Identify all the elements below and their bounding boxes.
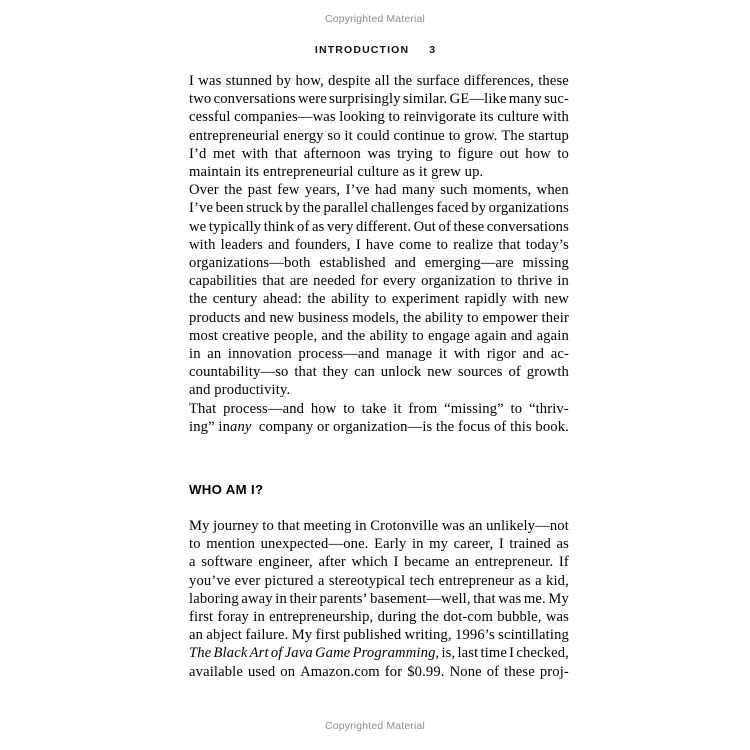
- text-line: first foray in entrepreneurship, during the dot-com bubble, was: [189, 609, 569, 626]
- text-line: with leaders and founders, I have come to realize that today’s: [189, 236, 569, 253]
- text-line: available used on Amazon.com for $0.99. None of these proj-: [189, 663, 569, 680]
- text-line: to mention unexpected—one. Early in my career, I trained as: [189, 536, 569, 553]
- text-line: I was stunned by how, despite all the surface differences, these: [189, 73, 569, 89]
- text-line: I’ve been struck by the parallel challenges faced by organizations: [189, 200, 569, 217]
- paragraph-4: [189, 517, 569, 681]
- section-heading: WHO AM I?: [189, 481, 264, 497]
- paragraph-1: [189, 72, 569, 181]
- text-line: maintain its entrepreneurial culture as it grew up.: [189, 164, 484, 181]
- copyright-watermark-top: Copyrighted Material: [325, 13, 425, 25]
- page-number: 3: [429, 44, 436, 56]
- text-line: we typically think of as very different. Out of these conversations: [189, 218, 569, 235]
- text-line: organizations—both established and emerging—are missing: [189, 255, 569, 272]
- text-line: ing” inany company or organization—is the focus of this book.: [189, 418, 569, 435]
- text-line: most creative people, and the ability to engage again and again: [189, 327, 569, 344]
- text-line: and productivity.: [189, 382, 291, 399]
- text-line: The Black Art of Java Game Programming, is, last time I checked,: [189, 645, 569, 662]
- text-line: the century ahead: the ability to experiment rapidly with new: [189, 291, 569, 308]
- text-line: capabilities that are needed for every organization to thrive in: [189, 273, 569, 290]
- text-line: countability—so that they can unlock new sources of growth: [189, 364, 569, 381]
- text-line: products and new business models, the ability to empower their: [189, 309, 569, 326]
- text-line: you’ve ever pictured a stereotypical tech entrepreneur as a kid,: [189, 572, 569, 589]
- text-line: I’d met with that afternoon was trying to figure out how to: [189, 145, 569, 162]
- text-line: Over the past few years, I’ve had many such moments, when: [189, 182, 569, 199]
- text-line: an abject failure. My first published writing, 1996’s scintillating: [189, 627, 569, 644]
- text-line: cessful companies—was looking to reinvigorate its culture with: [189, 109, 569, 126]
- text-line: two conversations were surprisingly similar. GE—like many suc-: [189, 91, 569, 108]
- running-head: [0, 44, 750, 56]
- copyright-watermark-bottom: Copyrighted Material: [325, 720, 425, 732]
- text-line: a software engineer, after which I became an entrepreneur. If: [189, 554, 569, 571]
- text-line: in an innovation process—and manage it with rigor and ac-: [189, 346, 569, 363]
- paragraph-3: [189, 400, 569, 436]
- text-line: laboring away in their parents’ basement—well, that was me. My: [189, 590, 569, 607]
- text-line: My journey to that meeting in Crotonville was an unlikely—not: [189, 518, 569, 535]
- text-line: That process—and how to take it from “missing” to “thriv-: [189, 400, 569, 417]
- running-head-title: INTRODUCTION: [314, 44, 410, 56]
- paragraph-2: [189, 181, 569, 399]
- text-block: [189, 72, 569, 681]
- text-line: entrepreneurial energy so it could continue to grow. The startup: [189, 127, 569, 144]
